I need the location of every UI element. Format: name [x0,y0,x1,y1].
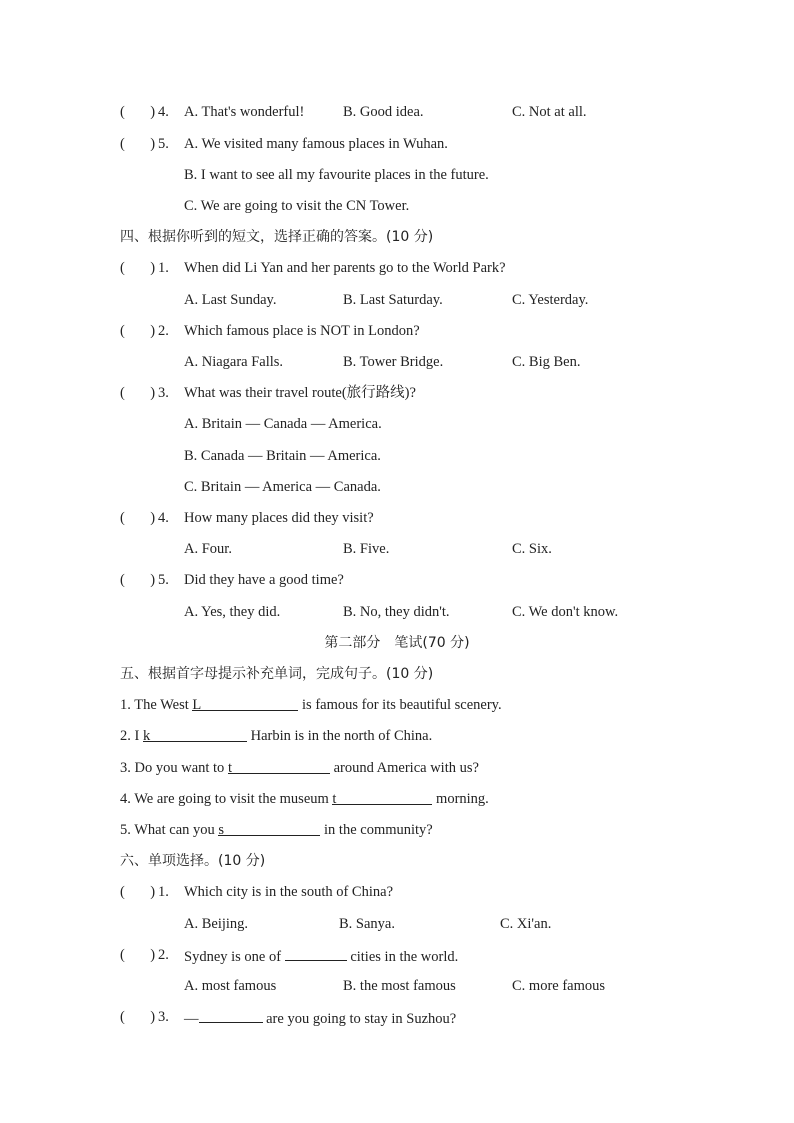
question-text: Which city is in the south of China? [184,884,394,900]
answer-blank[interactable]: t [332,790,432,805]
question-text: When did Li Yan and her parents go to the World Park? [184,260,506,276]
section-heading: 六、单项选择。(10 分) [120,853,266,869]
answer-blank[interactable]: s [218,821,320,836]
option-b: B. Last Saturday. [343,292,443,308]
answer-paren[interactable]: ( ) [120,510,156,526]
question-text: Did they have a good time? [184,572,344,588]
fill-blank-item: 1. The West L is famous for its beautiful scenery. [120,697,502,713]
option-c: C. We are going to visit the CN Tower. [184,198,410,214]
option-b: B. Canada — Britain — America. [184,448,381,464]
answer-blank[interactable] [285,946,347,961]
option-c: C. Yesterday. [512,292,589,308]
question-text: Sydney is one of cities in the world. [184,946,458,966]
option-b: B. I want to see all my favourite places in the future. [184,167,489,183]
option-b: B. Sanya. [339,916,395,932]
option-b: B. Good idea. [343,104,424,120]
fill-blank-item: 2. I k Harbin is in the north of China. [120,728,433,744]
option-b: B. Five. [343,541,390,557]
question-text: How many places did they visit? [184,510,374,526]
option-c: C. Britain — America — Canada. [184,479,381,495]
answer-paren[interactable]: ( ) [120,104,156,120]
section-heading: 五、根据首字母提示补充单词，完成句子。(10 分) [120,666,434,682]
question-number: 4. [158,510,169,526]
section-heading: 四、根据你听到的短文，选择正确的答案。(10 分) [120,229,434,245]
question-number: 1. [158,260,169,276]
option-a: A. Britain — Canada — America. [184,416,382,432]
option-b: B. No, they didn't. [343,604,450,620]
option-c: C. Six. [512,541,552,557]
question-number: 3. [158,1009,169,1025]
question-number: 4. [158,104,169,120]
option-a: A. Yes, they did. [184,604,281,620]
option-a: A. most famous [184,978,277,994]
option-a: A. Beijing. [184,916,249,932]
question-number: 1. [158,884,169,900]
answer-blank[interactable]: t [228,759,330,774]
answer-paren[interactable]: ( ) [120,1009,156,1025]
answer-blank[interactable]: L [192,696,298,711]
question-text: What was their travel route(旅行路线)? [184,385,416,401]
answer-paren[interactable]: ( ) [120,385,156,401]
option-b: B. the most famous [343,978,456,994]
option-a: A. Four. [184,541,232,557]
option-c: C. Big Ben. [512,354,581,370]
question-number: 2. [158,323,169,339]
fill-blank-item: 4. We are going to visit the museum t morning. [120,791,489,807]
fill-blank-item: 3. Do you want to t around America with us? [120,760,479,776]
part-title: 第二部分 笔试(70 分) [324,635,470,651]
answer-paren[interactable]: ( ) [120,947,156,963]
option-a: A. That's wonderful! [184,104,305,120]
option-a: A. Last Sunday. [184,292,277,308]
question-number: 2. [158,947,169,963]
option-b: B. Tower Bridge. [343,354,444,370]
question-text: Which famous place is NOT in London? [184,323,420,339]
answer-blank[interactable]: k [143,727,247,742]
option-c: C. Xi'an. [500,916,552,932]
question-text: — are you going to stay in Suzhou? [184,1008,456,1028]
answer-paren[interactable]: ( ) [120,136,156,152]
option-c: C. more famous [512,978,606,994]
option-a: A. We visited many famous places in Wuhan. [184,136,448,152]
answer-paren[interactable]: ( ) [120,572,156,588]
answer-paren[interactable]: ( ) [120,884,156,900]
answer-paren[interactable]: ( ) [120,260,156,276]
question-number: 5. [158,136,169,152]
question-number: 5. [158,572,169,588]
option-a: A. Niagara Falls. [184,354,284,370]
option-c: C. Not at all. [512,104,587,120]
question-number: 3. [158,385,169,401]
answer-blank[interactable] [199,1008,263,1023]
fill-blank-item: 5. What can you s in the community? [120,822,433,838]
option-c: C. We don't know. [512,604,619,620]
answer-paren[interactable]: ( ) [120,323,156,339]
